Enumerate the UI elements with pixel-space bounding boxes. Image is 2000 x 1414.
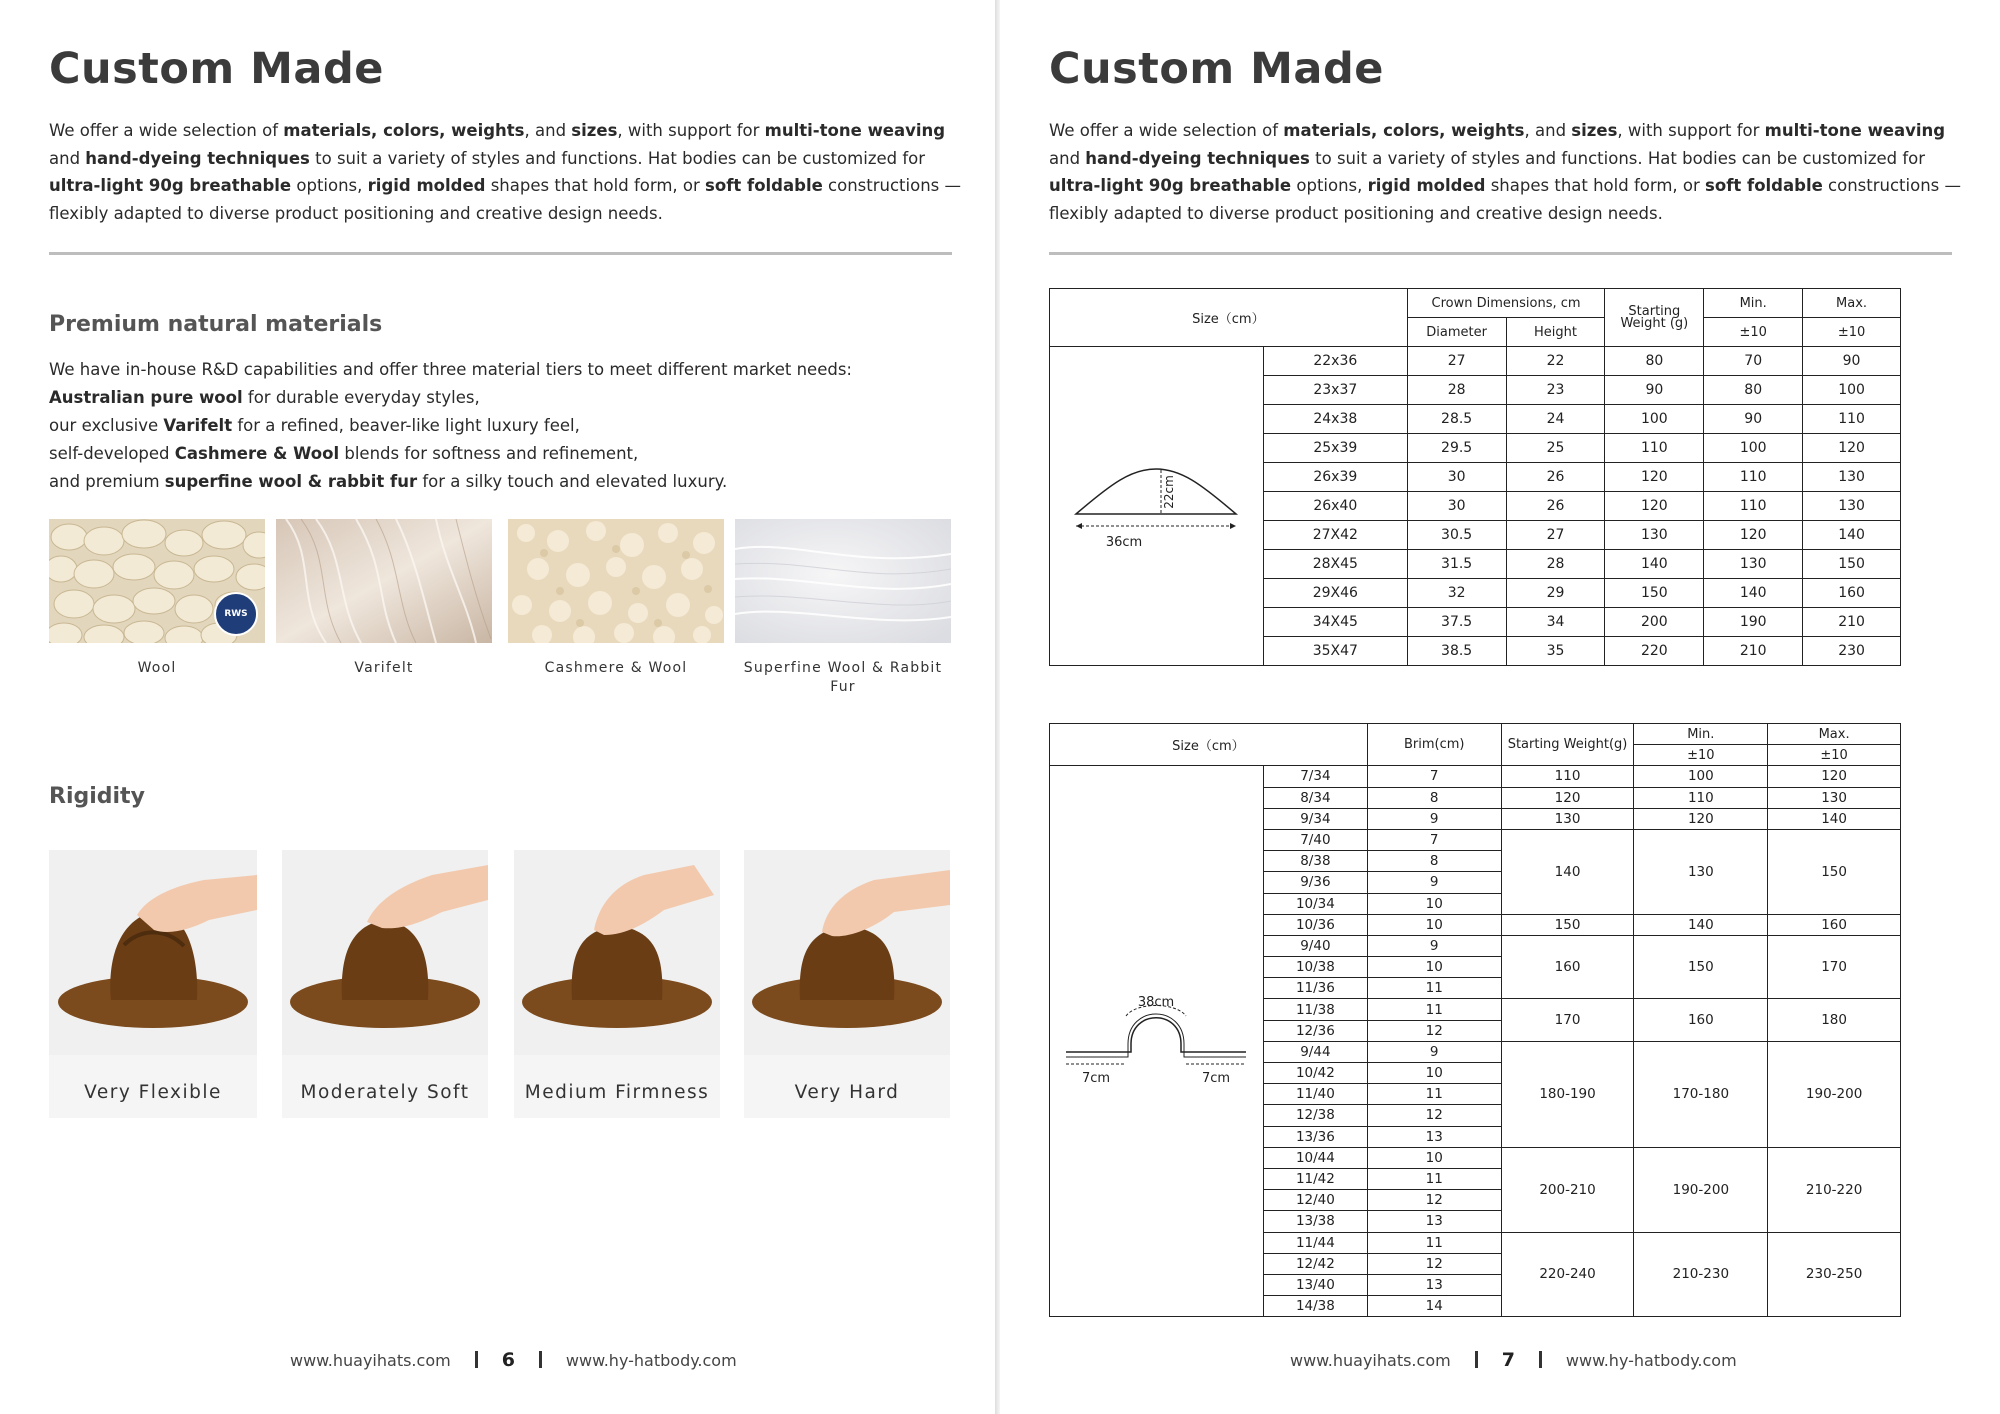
cashmere-wool-swatch xyxy=(508,519,724,643)
brim-cell: 13 xyxy=(1367,1211,1501,1232)
hat-pressed-icon xyxy=(514,850,720,1055)
value-cell: 90 xyxy=(1704,405,1803,434)
materials-heading: Premium natural materials xyxy=(49,312,383,337)
value-cell: 210-230 xyxy=(1634,1232,1768,1317)
starting-weight-header: Starting Weight(g) xyxy=(1501,724,1634,766)
value-cell: 120 xyxy=(1605,463,1704,492)
rigidity-card-moderately-soft xyxy=(282,850,488,1118)
table-row xyxy=(1050,766,1901,787)
crown-size-table xyxy=(1049,288,1901,666)
value-cell: 180-190 xyxy=(1501,1041,1634,1147)
size-cell: 26x40 xyxy=(1263,492,1407,521)
crown-profile-icon xyxy=(1056,444,1256,564)
rigidity-card-very-flexible xyxy=(49,850,257,1118)
max-header: Max. xyxy=(1803,289,1901,318)
size-cell: 10/38 xyxy=(1263,957,1367,978)
website-link[interactable]: www.hy-hatbody.com xyxy=(1565,1351,1737,1370)
rigidity-label: Medium Firmness xyxy=(524,1082,710,1103)
brim-cell: 11 xyxy=(1367,1084,1501,1105)
starting-weight-header: Starting Weight (g) xyxy=(1605,289,1704,347)
size-cell: 28X45 xyxy=(1263,550,1407,579)
brim-cell: 11 xyxy=(1367,1168,1501,1189)
size-cell: 24x38 xyxy=(1263,405,1407,434)
value-cell: 26 xyxy=(1506,463,1605,492)
size-cell: 9/34 xyxy=(1263,808,1367,829)
size-cell: 7/34 xyxy=(1263,766,1367,787)
value-cell: 160 xyxy=(1634,999,1768,1041)
size-cell: 10/42 xyxy=(1263,1063,1367,1084)
value-cell: 80 xyxy=(1704,376,1803,405)
brim-cell: 13 xyxy=(1367,1274,1501,1295)
page-left xyxy=(0,0,995,1414)
value-cell: 100 xyxy=(1704,434,1803,463)
value-cell: 150 xyxy=(1768,829,1901,914)
value-cell: 230-250 xyxy=(1768,1232,1901,1317)
rws-badge-icon: RWS xyxy=(214,592,258,636)
hat-pressed-icon xyxy=(744,850,950,1055)
rigidity-card-very-hard xyxy=(744,850,950,1118)
size-cell: 14/38 xyxy=(1263,1296,1367,1317)
value-cell: 27 xyxy=(1407,347,1506,376)
value-cell: 34 xyxy=(1506,608,1605,637)
brim-cell: 10 xyxy=(1367,1063,1501,1084)
brim-cell: 7 xyxy=(1367,829,1501,850)
value-cell: 130 xyxy=(1704,550,1803,579)
value-cell: 140 xyxy=(1501,829,1634,914)
svg-text:7cm: 7cm xyxy=(1202,1071,1231,1087)
size-cell: 27X42 xyxy=(1263,521,1407,550)
value-cell: 110 xyxy=(1605,434,1704,463)
size-cell: 12/40 xyxy=(1263,1190,1367,1211)
value-cell: 180 xyxy=(1768,999,1901,1041)
brim-cell: 12 xyxy=(1367,1105,1501,1126)
rigidity-heading: Rigidity xyxy=(49,784,145,809)
rigidity-label: Moderately Soft xyxy=(300,1082,470,1103)
size-cell: 11/40 xyxy=(1263,1084,1367,1105)
size-cell: 9/40 xyxy=(1263,935,1367,956)
value-cell: 190-200 xyxy=(1768,1041,1901,1147)
size-cell: 10/36 xyxy=(1263,914,1367,935)
value-cell: 120 xyxy=(1704,521,1803,550)
value-cell: 29 xyxy=(1506,579,1605,608)
divider xyxy=(49,252,952,255)
brim-cell: 11 xyxy=(1367,978,1501,999)
size-cell: 12/36 xyxy=(1263,1020,1367,1041)
size-cell: 25x39 xyxy=(1263,434,1407,463)
max-tolerance: ±10 xyxy=(1803,318,1901,347)
value-cell: 25 xyxy=(1506,434,1605,463)
page-right xyxy=(1000,0,2000,1414)
brim-cell: 8 xyxy=(1367,851,1501,872)
size-cell: 13/38 xyxy=(1263,1211,1367,1232)
size-cell: 11/36 xyxy=(1263,978,1367,999)
value-cell: 120 xyxy=(1634,808,1768,829)
value-cell: 130 xyxy=(1803,492,1901,521)
crown-diagram xyxy=(1050,347,1264,666)
diameter-header: Diameter xyxy=(1407,318,1506,347)
brim-size-table xyxy=(1049,723,1901,1317)
value-cell: 120 xyxy=(1768,766,1901,787)
value-cell: 35 xyxy=(1506,637,1605,666)
crown-dimensions-header: Crown Dimensions, cm xyxy=(1407,289,1605,318)
value-cell: 190-200 xyxy=(1634,1147,1768,1232)
value-cell: 170 xyxy=(1501,999,1634,1041)
value-cell: 28.5 xyxy=(1407,405,1506,434)
website-link[interactable]: www.hy-hatbody.com xyxy=(565,1351,737,1370)
svg-text:22cm: 22cm xyxy=(1162,475,1177,509)
value-cell: 130 xyxy=(1768,787,1901,808)
value-cell: 120 xyxy=(1501,787,1634,808)
brim-cell: 10 xyxy=(1367,893,1501,914)
brim-cell: 10 xyxy=(1367,957,1501,978)
value-cell: 130 xyxy=(1501,808,1634,829)
rigidity-label: Very Hard xyxy=(794,1082,900,1103)
page-title: Custom Made xyxy=(1049,44,1384,94)
page-title: Custom Made xyxy=(49,44,384,94)
value-cell: 210 xyxy=(1704,637,1803,666)
value-cell: 28 xyxy=(1506,550,1605,579)
value-cell: 110 xyxy=(1803,405,1901,434)
brim-cell: 14 xyxy=(1367,1296,1501,1317)
value-cell: 210-220 xyxy=(1768,1147,1901,1232)
svg-text:38cm: 38cm xyxy=(1138,995,1175,1011)
size-cell: 13/40 xyxy=(1263,1274,1367,1295)
hat-pressed-icon xyxy=(49,850,257,1055)
value-cell: 200-210 xyxy=(1501,1147,1634,1232)
value-cell: 24 xyxy=(1506,405,1605,434)
value-cell: 160 xyxy=(1501,935,1634,999)
value-cell: 140 xyxy=(1704,579,1803,608)
size-cell: 10/44 xyxy=(1263,1147,1367,1168)
value-cell: 150 xyxy=(1501,914,1634,935)
size-cell: 9/44 xyxy=(1263,1041,1367,1062)
brim-cell: 8 xyxy=(1367,787,1501,808)
website-link[interactable]: www.huayihats.com xyxy=(290,1351,451,1370)
brim-cell: 12 xyxy=(1367,1020,1501,1041)
svg-text:7cm: 7cm xyxy=(1082,1071,1111,1087)
size-cell: 12/42 xyxy=(1263,1253,1367,1274)
min-tolerance: ±10 xyxy=(1634,745,1768,766)
value-cell: 110 xyxy=(1704,492,1803,521)
value-cell: 170-180 xyxy=(1634,1041,1768,1147)
min-header: Min. xyxy=(1704,289,1803,318)
size-cell: 35X47 xyxy=(1263,637,1407,666)
divider xyxy=(1049,252,1952,255)
brim-cell: 11 xyxy=(1367,999,1501,1020)
wool-swatch xyxy=(49,519,265,643)
size-header: Size（cm） xyxy=(1050,724,1368,766)
value-cell: 130 xyxy=(1803,463,1901,492)
page-footer xyxy=(290,1349,737,1371)
material-label: Wool xyxy=(137,660,177,676)
value-cell: 190 xyxy=(1704,608,1803,637)
materials-description: We have in-house R&D capabilities and offer three material tiers to meet different market needs: Australian pure wool for durable everyday styles, our exclusive Varifelt for a refined, beaver-like light luxury feel, self-developed Cashmere & Wool blends for softness and refinement, and premium superfine wool & rabbit fur for a silky touch and elevated luxury. xyxy=(49,360,852,491)
value-cell: 32 xyxy=(1407,579,1506,608)
page-number: 6 xyxy=(501,1349,515,1371)
page-number: 7 xyxy=(1501,1349,1515,1371)
table-row xyxy=(1050,347,1901,376)
value-cell: 140 xyxy=(1605,550,1704,579)
size-cell: 7/40 xyxy=(1263,829,1367,850)
brim-cell: 10 xyxy=(1367,1147,1501,1168)
value-cell: 30 xyxy=(1407,463,1506,492)
value-cell: 80 xyxy=(1605,347,1704,376)
material-label: Superfine Wool & Rabbit Fur xyxy=(743,660,943,695)
value-cell: 27 xyxy=(1506,521,1605,550)
hat-pressed-icon xyxy=(282,850,488,1055)
brim-profile-icon xyxy=(1056,984,1256,1094)
brim-cell: 9 xyxy=(1367,808,1501,829)
material-label: Cashmere & Wool xyxy=(544,660,688,676)
value-cell: 160 xyxy=(1768,914,1901,935)
value-cell: 130 xyxy=(1605,521,1704,550)
value-cell: 90 xyxy=(1605,376,1704,405)
brim-diagram xyxy=(1050,766,1264,1317)
value-cell: 150 xyxy=(1634,935,1768,999)
min-header: Min. xyxy=(1634,724,1768,745)
size-cell: 23x37 xyxy=(1263,376,1407,405)
size-cell: 11/42 xyxy=(1263,1168,1367,1189)
value-cell: 140 xyxy=(1634,914,1768,935)
brim-cell: 9 xyxy=(1367,935,1501,956)
value-cell: 23 xyxy=(1506,376,1605,405)
value-cell: 30 xyxy=(1407,492,1506,521)
material-label: Varifelt xyxy=(354,660,414,676)
value-cell: 37.5 xyxy=(1407,608,1506,637)
size-cell: 10/34 xyxy=(1263,893,1367,914)
size-cell: 12/38 xyxy=(1263,1105,1367,1126)
value-cell: 110 xyxy=(1634,787,1768,808)
max-header: Max. xyxy=(1768,724,1901,745)
value-cell: 160 xyxy=(1803,579,1901,608)
website-link[interactable]: www.huayihats.com xyxy=(1290,1351,1451,1370)
size-cell: 8/38 xyxy=(1263,851,1367,872)
page-footer xyxy=(1290,1349,1737,1371)
value-cell: 110 xyxy=(1501,766,1634,787)
value-cell: 210 xyxy=(1803,608,1901,637)
value-cell: 140 xyxy=(1768,808,1901,829)
value-cell: 31.5 xyxy=(1407,550,1506,579)
value-cell: 130 xyxy=(1634,829,1768,914)
value-cell: 140 xyxy=(1803,521,1901,550)
min-tolerance: ±10 xyxy=(1704,318,1803,347)
value-cell: 38.5 xyxy=(1407,637,1506,666)
value-cell: 100 xyxy=(1803,376,1901,405)
size-cell: 8/34 xyxy=(1263,787,1367,808)
size-cell: 9/36 xyxy=(1263,872,1367,893)
height-header: Height xyxy=(1506,318,1605,347)
value-cell: 30.5 xyxy=(1407,521,1506,550)
value-cell: 200 xyxy=(1605,608,1704,637)
rigidity-card-medium-firmness xyxy=(514,850,720,1118)
value-cell: 120 xyxy=(1803,434,1901,463)
value-cell: 220-240 xyxy=(1501,1232,1634,1317)
svg-text:36cm: 36cm xyxy=(1106,535,1143,550)
value-cell: 22 xyxy=(1506,347,1605,376)
value-cell: 150 xyxy=(1803,550,1901,579)
value-cell: 150 xyxy=(1605,579,1704,608)
varifelt-swatch xyxy=(276,519,492,643)
intro-paragraph: We offer a wide selection of materials, colors, weights, and sizes, with support for multi-tone weaving and hand-dyeing techniques to suit a variety of styles and functions. Hat bodies can be customized for ultra-light 90g breathable options, rigid molded shapes that hold form, or soft foldable constructions — flexibly adapted to diverse product positioning and creative design needs. xyxy=(1049,121,1961,223)
size-cell: 34X45 xyxy=(1263,608,1407,637)
superfine-wool-rabbit-swatch xyxy=(735,519,951,643)
value-cell: 90 xyxy=(1803,347,1901,376)
value-cell: 28 xyxy=(1407,376,1506,405)
brim-cell: 12 xyxy=(1367,1190,1501,1211)
rigidity-label: Very Flexible xyxy=(84,1082,222,1103)
size-cell: 26x39 xyxy=(1263,463,1407,492)
brim-cell: 9 xyxy=(1367,1041,1501,1062)
size-cell: 29X46 xyxy=(1263,579,1407,608)
value-cell: 26 xyxy=(1506,492,1605,521)
value-cell: 100 xyxy=(1634,766,1768,787)
size-header: Size（cm） xyxy=(1050,289,1408,347)
size-cell: 22x36 xyxy=(1263,347,1407,376)
value-cell: 170 xyxy=(1768,935,1901,999)
value-cell: 70 xyxy=(1704,347,1803,376)
value-cell: 220 xyxy=(1605,637,1704,666)
value-cell: 230 xyxy=(1803,637,1901,666)
brim-cell: 13 xyxy=(1367,1126,1501,1147)
value-cell: 120 xyxy=(1605,492,1704,521)
brim-header: Brim(cm) xyxy=(1367,724,1501,766)
size-cell: 13/36 xyxy=(1263,1126,1367,1147)
value-cell: 110 xyxy=(1704,463,1803,492)
size-cell: 11/38 xyxy=(1263,999,1367,1020)
value-cell: 29.5 xyxy=(1407,434,1506,463)
brim-cell: 10 xyxy=(1367,914,1501,935)
brim-cell: 12 xyxy=(1367,1253,1501,1274)
value-cell: 100 xyxy=(1605,405,1704,434)
intro-paragraph: We offer a wide selection of materials, colors, weights, and sizes, with support for multi-tone weaving and hand-dyeing techniques to suit a variety of styles and functions. Hat bodies can be customized for ultra-light 90g breathable options, rigid molded shapes that hold form, or soft foldable constructions — flexibly adapted to diverse product positioning and creative design needs. xyxy=(49,121,961,223)
brim-cell: 7 xyxy=(1367,766,1501,787)
max-tolerance: ±10 xyxy=(1768,745,1901,766)
size-cell: 11/44 xyxy=(1263,1232,1367,1253)
brim-cell: 9 xyxy=(1367,872,1501,893)
brim-cell: 11 xyxy=(1367,1232,1501,1253)
